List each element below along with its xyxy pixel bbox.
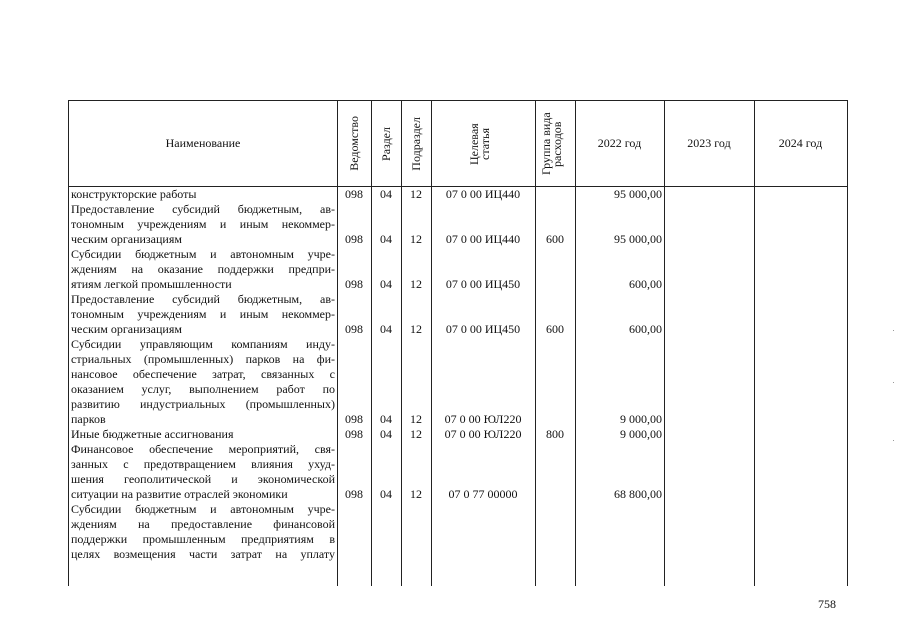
row-section: 04 — [380, 187, 392, 201]
row-2022-amount: 95 000,00 — [614, 232, 662, 246]
row-section: 04 — [380, 487, 392, 501]
header-name: Наименование — [165, 136, 241, 150]
row-target: 07 0 00 ЮЛ220 — [444, 412, 522, 426]
row-dept: 098 — [345, 487, 363, 501]
row-name — [71, 442, 335, 502]
row-name-line: ситуации на развитие отраслей экономики — [71, 487, 288, 501]
scan-speck — [893, 382, 894, 383]
row-2022-amount: 95 000,00 — [614, 187, 662, 201]
row-2022-amount: 9 000,00 — [620, 427, 662, 441]
row-name-line: Субсидии бюджетным и автономным учре- — [71, 247, 335, 261]
header-2023: 2023 год — [687, 136, 731, 150]
row-2022-amount: 600,00 — [629, 322, 662, 336]
row-name-line: Субсидии управляющим компаниям инду- — [71, 337, 335, 351]
row-name-line: тономным учреждениям и иным некоммер- — [71, 217, 335, 231]
row-target: 07 0 00 ИЦ440 — [445, 187, 521, 201]
header-group: Группа вида расходов — [539, 112, 564, 175]
row-dept: 098 — [345, 322, 363, 336]
header-2022: 2022 год — [597, 136, 642, 150]
row-target: 07 0 00 ИЦ450 — [445, 277, 521, 291]
header-subsection: Подраздел — [408, 116, 423, 171]
row-name-line: ческим организациям — [71, 232, 182, 246]
table-row — [69, 427, 847, 442]
row-section: 04 — [380, 412, 392, 426]
row-name-line: шения геополитической и экономической — [71, 472, 335, 486]
row-target: 07 0 77 00000 — [448, 487, 518, 501]
table-row — [69, 442, 847, 502]
row-name-line: парков — [71, 412, 106, 426]
row-dept: 098 — [345, 277, 363, 291]
row-2022-amount: 68 800,00 — [614, 487, 662, 501]
row-subsection: 12 — [410, 487, 422, 501]
row-section: 04 — [380, 427, 392, 441]
row-name — [71, 247, 335, 292]
row-name — [71, 202, 335, 247]
row-section: 04 — [380, 322, 392, 336]
table-row — [69, 247, 847, 292]
row-name-line: нансовое обеспечение затрат, связанных с — [71, 367, 335, 381]
row-name-line: Иные бюджетные ассигнования — [71, 427, 234, 441]
row-subsection: 12 — [410, 427, 422, 441]
row-name — [71, 427, 335, 442]
row-name-line: ждениям на предоставление финансовой — [71, 517, 335, 531]
row-name — [71, 187, 335, 202]
row-name-line: ческим организациям — [71, 322, 182, 336]
scan-speck — [893, 330, 894, 331]
row-subsection: 12 — [410, 277, 422, 291]
row-name-line: Предоставление субсидий бюджетным, ав- — [71, 202, 335, 216]
row-section: 04 — [380, 277, 392, 291]
header-2024: 2024 год — [778, 136, 823, 150]
row-group: 600 — [546, 322, 564, 336]
row-name — [71, 502, 335, 562]
row-name-line: конструкторские работы — [71, 187, 197, 201]
row-dept: 098 — [345, 427, 363, 441]
row-name-line: стриальных (промышленных) парков на фи- — [71, 352, 335, 366]
header-dept: Ведомство — [346, 116, 361, 171]
row-dept: 098 — [345, 187, 363, 201]
header-target: Целевая статья — [467, 122, 492, 165]
budget-table — [68, 100, 848, 586]
table-row — [69, 337, 847, 427]
table-row — [69, 292, 847, 337]
row-name-line: Финансовое обеспечение мероприятий, свя- — [71, 442, 335, 456]
row-target: 07 0 00 ИЦ450 — [445, 322, 521, 336]
row-group: 600 — [546, 232, 564, 246]
row-name-line: тономным учреждениям и иным некоммер- — [71, 307, 335, 321]
row-name-line: целях возмещения части затрат на уплату — [71, 547, 335, 561]
row-subsection: 12 — [410, 322, 422, 336]
table-row — [69, 187, 847, 202]
row-name-line: Предоставление субсидий бюджетным, ав- — [71, 292, 335, 306]
row-target: 07 0 00 ИЦ440 — [445, 232, 521, 246]
row-section: 04 — [380, 232, 392, 246]
row-name-line: ятиям легкой промышленности — [71, 277, 232, 291]
row-name-line: Субсидии бюджетным и автономным учре- — [71, 502, 335, 516]
row-target: 07 0 00 ЮЛ220 — [444, 427, 522, 441]
row-subsection: 12 — [410, 412, 422, 426]
table-row — [69, 502, 847, 562]
row-2022-amount: 9 000,00 — [620, 412, 662, 426]
row-name-line: поддержки промышленным предприятиям в — [71, 532, 335, 546]
row-name-line: ждениям на оказание поддержки предпри- — [71, 262, 335, 276]
scan-speck — [893, 440, 894, 441]
row-name-line: развитию индустриальных (промышленных) — [71, 397, 335, 411]
table-row — [69, 202, 847, 247]
header-section: Раздел — [378, 126, 393, 161]
page-number: 758 — [818, 597, 836, 611]
row-subsection: 12 — [410, 232, 422, 246]
row-name-line: оказанием услуг, выполнением работ по — [71, 382, 335, 396]
row-group: 800 — [546, 427, 564, 441]
row-dept: 098 — [345, 232, 363, 246]
row-2022-amount: 600,00 — [629, 277, 662, 291]
row-name — [71, 292, 335, 337]
row-name — [71, 337, 335, 427]
row-subsection: 12 — [410, 187, 422, 201]
row-name-line: занных с предотвращением влияния ухуд- — [71, 457, 335, 471]
row-dept: 098 — [345, 412, 363, 426]
